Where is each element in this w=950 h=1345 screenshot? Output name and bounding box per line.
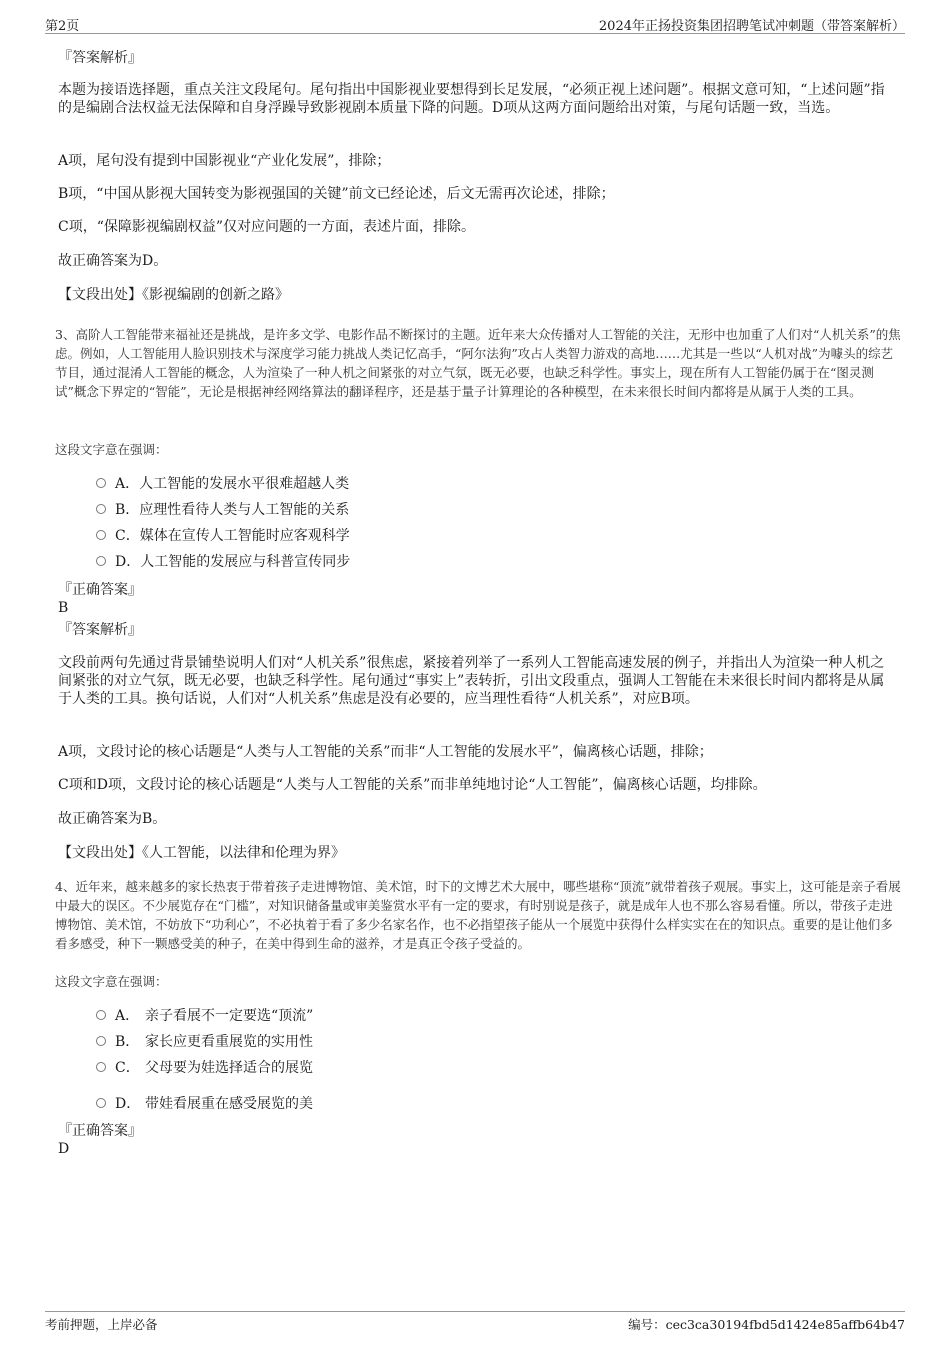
option-letter: B．	[115, 502, 140, 518]
q4-answer-label: 『正确答案』	[58, 1123, 142, 1139]
option-text: 应理性看待人类与人工智能的关系	[139, 502, 350, 518]
q3-option-b[interactable]	[96, 500, 349, 520]
option-text: 亲子看展不一定要选“顶流”	[145, 1008, 314, 1024]
q4-option-b[interactable]	[96, 1032, 313, 1052]
prev-option-b-note: B项，“中国从影视大国转变为影视强国的关键”前文已经论述，后文无需再次论述，排除；	[58, 186, 615, 202]
radio-icon[interactable]	[96, 478, 106, 488]
q3-option-c[interactable]	[96, 526, 350, 546]
document-code: 编号：cec3ca30194fbd5d1424e85affb64b47	[628, 1317, 905, 1332]
q4-option-a[interactable]	[96, 1006, 313, 1026]
option-letter: C．	[115, 528, 140, 544]
prev-source: 【文段出处】《影视编剧的创新之路》	[58, 287, 289, 303]
prev-analysis-text: 本题为接语选择题，重点关注文段尾句。尾句指出中国影视业要想得到长足发展，“必须正视上述问题”。根据文意可知，“上述问题”指的是编剧合法权益无法保障和自身浮躁导致影视剧本质量下降的问题。D项从这两方面问题给出对策，与尾句话题一致，当选。	[58, 82, 885, 116]
option-letter: D．	[115, 554, 141, 570]
option-text: 媒体在宣传人工智能时应客观科学	[139, 528, 350, 544]
radio-icon[interactable]	[96, 556, 106, 566]
option-letter: D．	[115, 1096, 141, 1112]
radio-icon[interactable]	[96, 530, 106, 540]
document-title: 2024年正扬投资集团招聘笔试冲刺题（带答案解析）	[598, 19, 905, 34]
q3-option-a[interactable]	[96, 474, 349, 494]
q3-text: 3、高阶人工智能带来福祉还是挑战，是许多文学、电影作品不断探讨的主题。近年来大众传播对人工智能的关注，无形中也加重了人们对“人机关系”的焦虑。例如，人工智能用人脸识别技术与深度学习能力挑战人类记忆高手，“阿尔法狗”攻占人类智力游戏的高地……尤其是一些以“人机对战”为噱头的综艺节目，通过混淆人工智能的概念，人为渲染了一种人机之间紧张的对立气氛，既无必要，也缺乏科学性。事实上，现在所有人工智能仍属于在“图灵测试”概念下界定的“智能”，无论是根据神经网络算法的翻译程序，还是基于量子计算理论的各种模型，在未来很长时间内都将是从属于人类的工具。	[55, 327, 901, 399]
option-text: 父母要为娃选择适合的展览	[145, 1060, 313, 1076]
radio-icon[interactable]	[96, 1036, 106, 1046]
prev-final-answer: 故正确答案为D。	[58, 253, 168, 269]
page-number: 第2页	[45, 19, 80, 34]
page-footer	[45, 1311, 905, 1336]
q3-analysis-text: 文段前两句先通过背景铺垫说明人们对“人机关系”很焦虑，紧接着列举了一系列人工智能高速发展的例子，并指出人为渲染一种人机之间紧张的对立气氛，既无必要，也缺乏科学性。尾句通过“事实上”表转折，引出文段重点，强调人工智能在未来很长时间内都将是从属于人类的工具。换句话说，人们对“人机关系”焦虑是没有必要的，应当理性看待“人机关系”，对应B项。	[58, 655, 885, 707]
prev-option-a-note: A项，尾句没有提到中国影视业“产业化发展”，排除；	[58, 153, 391, 169]
option-text: 带娃看展重在感受展览的美	[145, 1096, 313, 1112]
q3-answer: B	[58, 600, 69, 616]
option-letter: A．	[115, 476, 140, 492]
option-letter: A．	[115, 1008, 140, 1024]
q4-text: 4、近年来，越来越多的家长热衷于带着孩子走进博物馆、美术馆，时下的文博艺术大展中，哪些堪称“顶流”就带着孩子观展。事实上，这可能是亲子看展中最大的误区。不少展览存在“门槛”，对知识储备量或审美鉴赏水平有一定的要求，有时别说是孩子，就是成年人也不那么容易看懂。所以，带孩子走进博物馆、美术馆，不妨放下“功利心”，不必执着于看了多少名家名作，也不必指望孩子能从一个展览中获得什么样实实在在的知识点。重要的是让他们多看多感受，种下一颗感受美的种子，在美中得到生命的滋养，才是真正令孩子受益的。	[55, 879, 901, 951]
q3-option-cd-note: C项和D项，文段讨论的核心话题是“人类与人工智能的关系”而非单纯地讨论“人工智能”，偏离核心话题，均排除。	[58, 777, 767, 793]
option-letter: C．	[115, 1060, 140, 1076]
q4-option-c[interactable]	[96, 1058, 313, 1078]
page-header	[45, 13, 905, 34]
radio-icon[interactable]	[96, 504, 106, 514]
q3-analysis-label: 『答案解析』	[58, 622, 142, 638]
radio-icon[interactable]	[96, 1062, 106, 1072]
q3-final-answer: 故正确答案为B。	[58, 811, 167, 827]
option-letter: B．	[115, 1034, 140, 1050]
option-text: 人工智能的发展水平很难超越人类	[139, 476, 350, 492]
q4-prompt: 这段文字意在强调：	[55, 974, 168, 989]
option-text: 人工智能的发展应与科普宣传同步	[140, 554, 351, 570]
q3-option-d[interactable]	[96, 552, 350, 572]
radio-icon[interactable]	[96, 1098, 106, 1108]
q3-answer-label: 『正确答案』	[58, 582, 142, 598]
prev-analysis-label: 『答案解析』	[58, 50, 142, 66]
prev-option-c-note: C项，“保障影视编剧权益”仅对应问题的一方面，表述片面，排除。	[58, 219, 476, 235]
q3-source: 【文段出处】《人工智能，以法律和伦理为界》	[58, 845, 345, 861]
radio-icon[interactable]	[96, 1010, 106, 1020]
option-text: 家长应更看重展览的实用性	[145, 1034, 313, 1050]
q4-answer: D	[58, 1141, 70, 1157]
q3-prompt: 这段文字意在强调：	[55, 442, 168, 457]
q4-option-d[interactable]	[96, 1094, 313, 1114]
footer-slogan: 考前押题，上岸必备	[45, 1317, 158, 1332]
q3-option-a-note: A项，文段讨论的核心话题是“人类与人工智能的关系”而非“人工智能的发展水平”，偏离核心话题，排除；	[58, 744, 713, 760]
